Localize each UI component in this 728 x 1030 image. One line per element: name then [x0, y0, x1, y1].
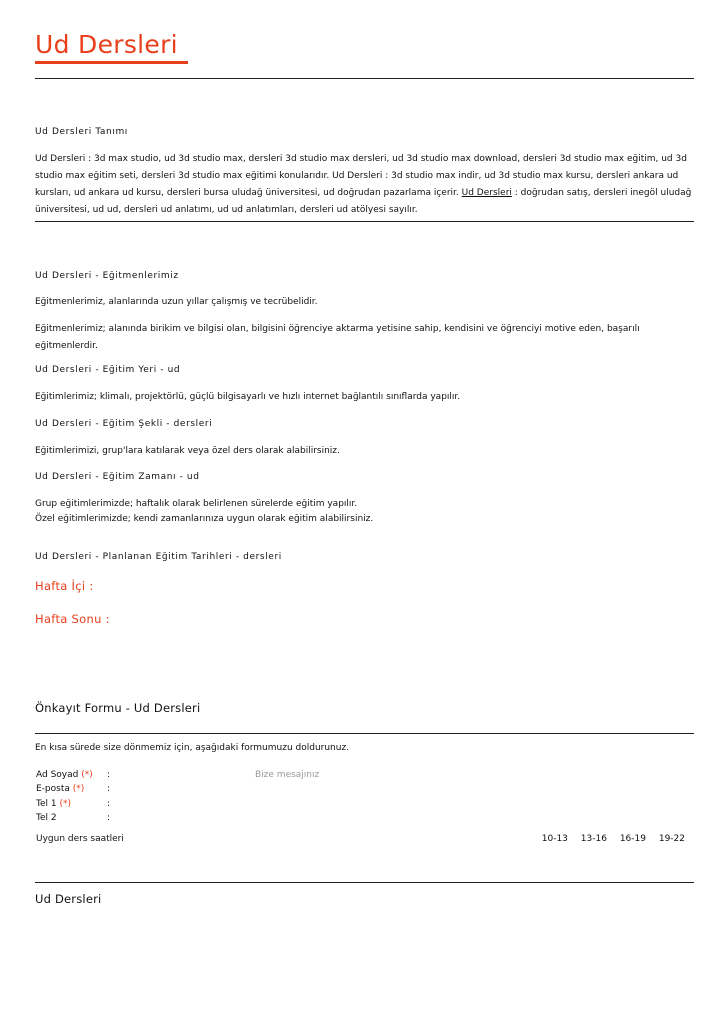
hours-option[interactable]: 10-13: [541, 834, 568, 844]
intro-text-before-link: Ud Dersleri : 3d max studio, ud 3d studio max, dersleri 3d studio max dersleri, ud 3d studio max download, dersleri 3d studio max eğitim, ud 3d studio max eğitim seti, dersleri 3d studio max eğitimi konularıdır. Ud Dersleri : 3d studio max indir, ud 3d studio max kursu, dersleri ankara ud kursları, ud ankara ud kursu, dersleri bursa uludağ üniversitesi, ud doğrudan pazarlama içerir.: [35, 154, 687, 198]
name-colon: :: [107, 770, 111, 780]
intro-link[interactable]: Ud Dersleri: [461, 188, 512, 198]
intro-divider: [35, 221, 694, 222]
format-heading: Ud Dersleri - Eğitim Şekli - dersleri: [35, 419, 213, 429]
time-line-2: Özel eğitimlerimizde; kendi zamanlarınıza uygun olarak eğitim alabilirsiniz.: [35, 514, 374, 524]
footer-title: Ud Dersleri: [35, 892, 102, 906]
form-row-email[interactable]: [35, 782, 694, 797]
form-title: Önkayıt Formu - Ud Dersleri: [35, 701, 201, 715]
form-row-tel2[interactable]: [35, 811, 694, 826]
email-label: E-posta (*): [36, 784, 85, 794]
tel2-label: Tel 2: [36, 813, 57, 823]
form-intro: En kısa sürede size dönmemiz için, aşağıdaki formumuzu doldurunuz.: [35, 743, 350, 753]
tel2-colon: :: [107, 813, 111, 823]
intro-text-after-link: : doğrudan satış, dersleri inegöl uludağ üniversitesi, ud ud, dersleri ud anlatımı, ud ud anlatımları, dersleri ud atölyesi sayılır.: [35, 188, 692, 215]
schedule-weekend: Hafta Sonu :: [35, 612, 110, 626]
site-title: Ud Dersleri: [35, 30, 178, 59]
title-underline: [35, 61, 188, 64]
hours-option[interactable]: 16-19: [619, 834, 646, 844]
header-divider: [35, 78, 694, 79]
schedule-heading: Ud Dersleri - Planlanan Eğitim Tarihleri - dersleri: [35, 552, 282, 562]
place-paragraph: Eğitimlerimiz; klimalı, projektörlü, güçlü bilgisayarlı ve hızlı internet bağlantılı sınıflarda yapılır.: [35, 392, 461, 402]
form-row-tel1[interactable]: [35, 797, 694, 812]
time-heading: Ud Dersleri - Eğitim Zamanı - ud: [35, 472, 200, 482]
required-mark: (*): [59, 799, 71, 809]
tel1-colon: :: [107, 799, 111, 809]
format-paragraph: Eğitimlerimizi, grup'lara katılarak veya özel ders olarak alabilirsiniz.: [35, 446, 340, 456]
hours-options: [532, 832, 685, 847]
footer-divider: [35, 882, 694, 883]
required-mark: (*): [72, 784, 85, 794]
schedule-weekday: Hafta İçi :: [35, 579, 94, 593]
trainers-paragraph-2: Eğitmenlerimiz; alanında birikim ve bilgisi olan, bilgisini öğrenciye aktarma yetisine sahip, kendisini ve öğrenciyi motive eden, başarılı eğitmenlerdir.: [35, 324, 640, 351]
place-heading: Ud Dersleri - Eğitim Yeri - ud: [35, 365, 181, 375]
hours-option[interactable]: 19-22: [658, 834, 685, 844]
form-row-hours: [35, 832, 694, 847]
form-divider-top: [35, 733, 694, 734]
form-row-name[interactable]: [35, 768, 694, 783]
message-textarea[interactable]: Bize mesajınız: [255, 770, 320, 780]
trainers-paragraph-1: Eğitmenlerimiz, alanlarında uzun yıllar çalışmış ve tecrübelidir.: [35, 297, 318, 307]
intro-paragraph: [35, 151, 694, 219]
hours-option[interactable]: 13-16: [580, 834, 607, 844]
time-line-1: Grup eğitimlerimizde; haftalık olarak belirlenen sürelerde eğitim yapılır.: [35, 499, 358, 509]
tel1-label: Tel 1 (*): [36, 799, 71, 809]
email-colon: :: [107, 784, 111, 794]
trainers-heading: Ud Dersleri - Eğitmenlerimiz: [35, 271, 179, 281]
name-label: Ad Soyad (*): [36, 770, 93, 780]
hours-label: Uygun ders saatleri: [36, 834, 124, 844]
required-mark: (*): [81, 770, 93, 780]
intro-heading: Ud Dersleri Tanımı: [35, 127, 128, 137]
